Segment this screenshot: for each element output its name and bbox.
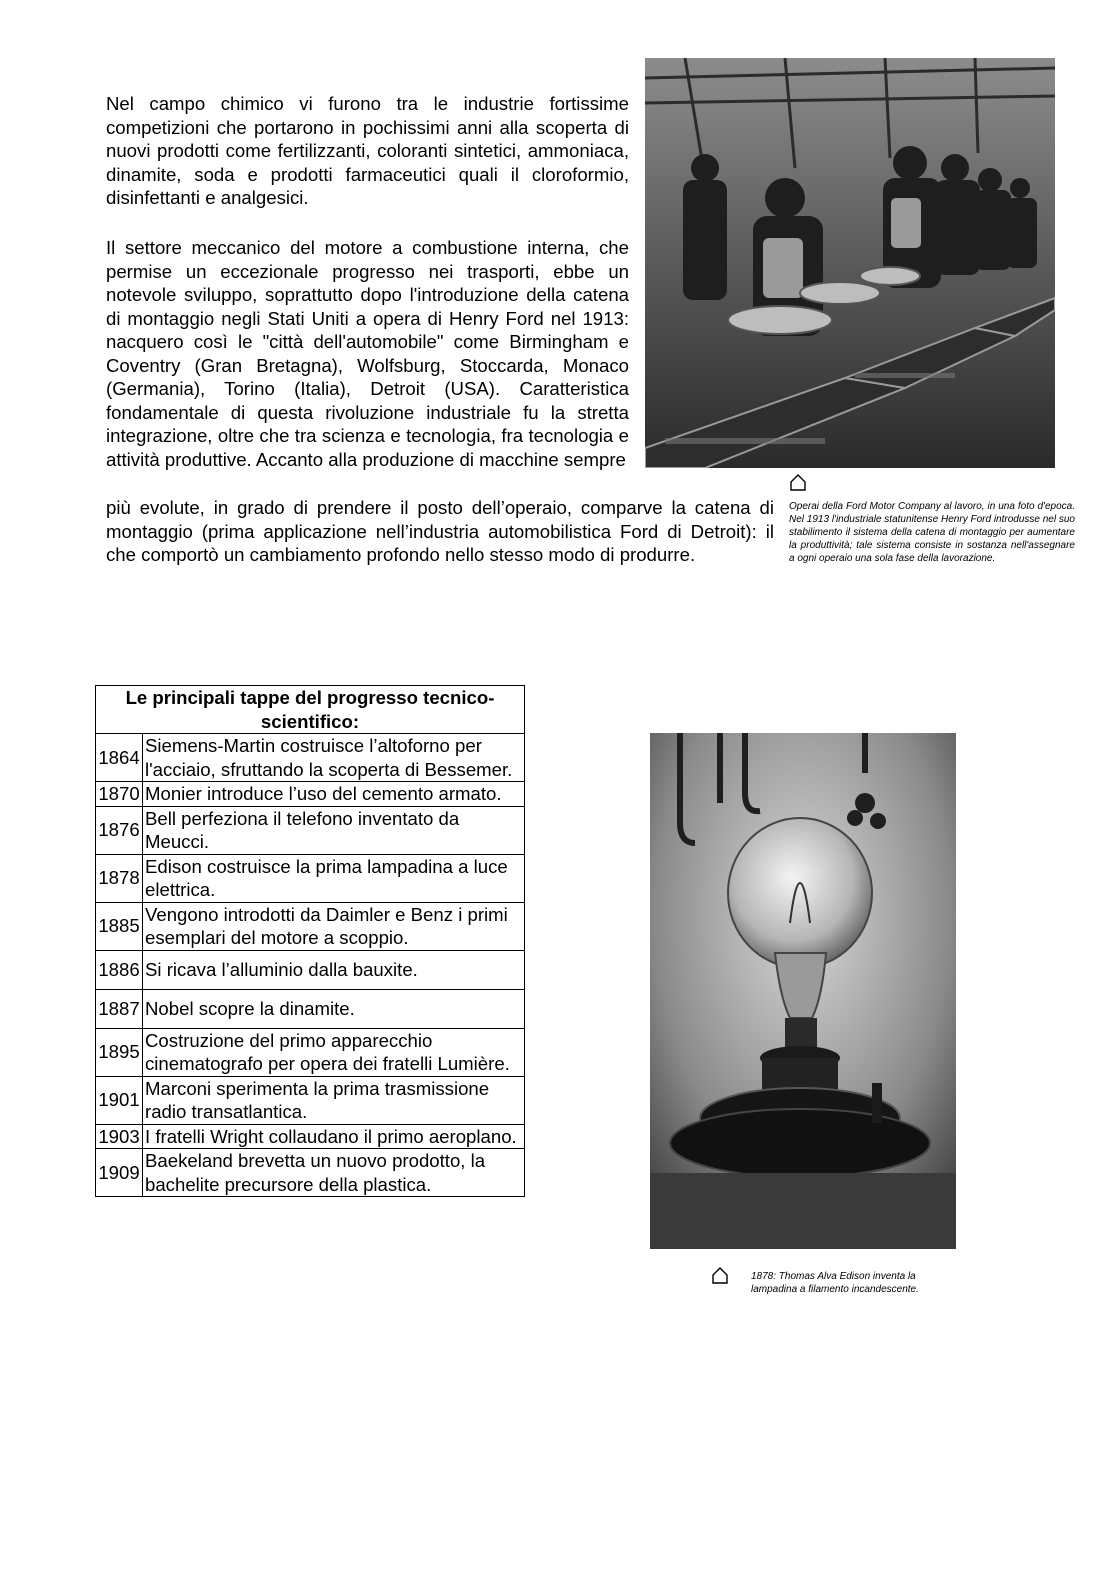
timeline-table: [95, 685, 525, 1197]
table-row: [96, 782, 525, 807]
row-event: Edison costruisce la prima lampadina a luce elettrica.: [143, 854, 525, 902]
table-row: [96, 1028, 525, 1076]
row-year: 1870: [96, 782, 143, 807]
row-event: Si ricava l’alluminio dalla bauxite.: [143, 950, 525, 989]
paragraph-mechanical-sector: Il settore meccanico del motore a combustione interna, che permise un eccezionale progresso nei trasporti, ebbe un notevole sviluppo, soprattutto dopo l'introduzione della catena di montaggio negli Stati Uniti a opera di Henry Ford nel 1913: nacquero così le "città dell'automobile" come Birmingham e Coventry (Gran Bretagna), Wolfsburg, Stoccarda, Monaco (Germania), Torino (Italia), Detroit (USA). Caratteristica fondamentale di questa rivoluzione industriale fu la stretta integrazione, oltre che tra scienza e tecnologia, fra tecnologia e attività produttive. Accanto alla produzione di macchine sempre: [106, 237, 629, 470]
row-event: Nobel scopre la dinamite.: [143, 989, 525, 1028]
table-row: [96, 950, 525, 989]
table-row: [96, 902, 525, 950]
house-icon: [711, 1266, 729, 1289]
row-event: Vengono introdotti da Daimler e Benz i primi esemplari del motore a scoppio.: [143, 902, 525, 950]
table-row: [96, 1149, 525, 1197]
row-event: Baekeland brevetta un nuovo prodotto, la bachelite precursore della plastica.: [143, 1149, 525, 1197]
row-year: 1909: [96, 1149, 143, 1197]
table-row: [96, 989, 525, 1028]
row-event: Costruzione del primo apparecchio cinematografo per opera dei fratelli Lumière.: [143, 1028, 525, 1076]
timeline-header: Le principali tappe del progresso tecnico-scientifico:: [96, 686, 525, 734]
row-event: Monier introduce l’uso del cemento armato.: [143, 782, 525, 807]
ford-assembly-line-photo: [645, 58, 1055, 468]
house-icon: [789, 473, 807, 496]
row-year: 1887: [96, 989, 143, 1028]
row-event: I fratelli Wright collaudano il primo aeroplano.: [143, 1124, 525, 1149]
row-year: 1878: [96, 854, 143, 902]
edison-photo-caption: 1878: Thomas Alva Edison inventa la lampadina a filamento incandescente.: [751, 1271, 919, 1295]
table-row: [96, 734, 525, 782]
row-year: 1864: [96, 734, 143, 782]
table-row: [96, 1076, 525, 1124]
edison-lamp-photo: [650, 733, 956, 1249]
row-year: 1901: [96, 1076, 143, 1124]
row-event: Siemens-Martin costruisce l’altoforno per l'acciaio, sfruttando la scoperta di Bessemer.: [143, 734, 525, 782]
table-row: [96, 806, 525, 854]
row-year: 1895: [96, 1028, 143, 1076]
table-row: [96, 1124, 525, 1149]
row-year: 1886: [96, 950, 143, 989]
row-event: Bell perfeziona il telefono inventato da Meucci.: [143, 806, 525, 854]
row-year: 1876: [96, 806, 143, 854]
row-year: 1903: [96, 1124, 143, 1149]
ford-photo-caption: Operai della Ford Motor Company al lavoro, in una foto d'epoca. Nel 1913 l'industriale statunitense Henry Ford introdusse nel suo stabilimento il sistema della catena di montaggio per aumentare la produttività; tale sistema consiste in sostanza nell'assegnare a ogni operaio una sola fase della lavorazione.: [789, 501, 1075, 564]
row-year: 1885: [96, 902, 143, 950]
table-row: [96, 854, 525, 902]
row-event: Marconi sperimenta la prima trasmissione radio transatlantica.: [143, 1076, 525, 1124]
paragraph-mechanical-sector-continued: più evolute, in grado di prendere il posto dell’operaio, comparve la catena di montaggio (prima applicazione nell’industria automobilistica Ford di Detroit): il che comportò un cambiamento profondo nello stesso modo di produrre.: [106, 497, 774, 565]
paragraph-chemical-industry: Nel campo chimico vi furono tra le industrie fortissime competizioni che portarono in pochissimi anni alla scoperta di nuovi prodotti come fertilizzanti, coloranti sintetici, ammoniaca, dinamite, soda e prodotti farmaceutici quali il cloroformio, disinfettanti e analgesici.: [106, 93, 629, 208]
